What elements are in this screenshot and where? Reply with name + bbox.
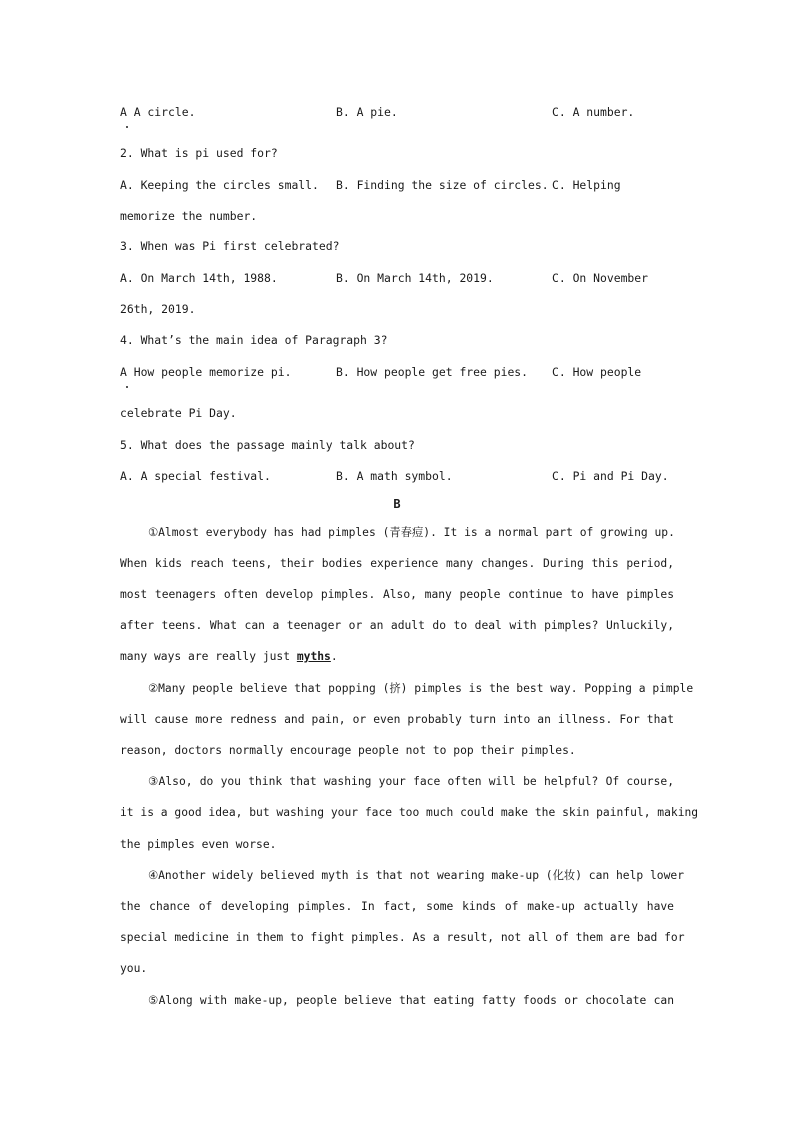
keyword-myths: myths xyxy=(296,650,331,663)
paragraph-2-line: will cause more redness and pain, or even probably turn into an illness. For that xyxy=(120,713,674,726)
paragraph-4-line: special medicine in them to fight pimples. As a result, not all of them are bad for xyxy=(120,931,685,944)
paragraph-1-line: ①Almost everybody has had pimples (青春痘). It is a normal part of growing up. xyxy=(148,526,675,539)
paragraph-5-line: ⑤Along with make-up, people believe that eating fatty foods or chocolate can xyxy=(148,994,674,1007)
q3-option-a: A. On March 14th, 1988. xyxy=(120,271,278,285)
q1-option-c: C. A number. xyxy=(552,105,635,119)
paragraph-1-last-suffix: . xyxy=(330,650,338,663)
q3-option-c: C. On November xyxy=(552,271,649,285)
question-3-text: 3. When was Pi first celebrated? xyxy=(120,239,340,253)
paragraph-1-line: after teens. What can a teenager or an adult do to deal with pimples? Unluckily, xyxy=(120,619,674,632)
paragraph-2-line: reason, doctors normally encourage people not to pop their pimples. xyxy=(120,744,576,757)
question-3-continuation: 26th, 2019. xyxy=(120,302,196,316)
paragraph-1-last-line xyxy=(120,651,674,662)
q5-option-a: A. A special festival. xyxy=(120,469,271,483)
section-b-heading: B xyxy=(393,497,401,511)
paragraph-2-line: ②Many people believe that popping (挤) pimples is the best way. Popping a pimple xyxy=(148,682,694,695)
question-5-text: 5. What does the passage mainly talk about? xyxy=(120,438,415,452)
q2-option-c: C. Helping xyxy=(552,178,621,192)
paragraph-3-line: the pimples even worse. xyxy=(120,838,277,851)
paragraph-1-line: When kids reach teens, their bodies experience many changes. During this period, xyxy=(120,557,674,570)
paragraph-1-last-prefix: many ways are really just xyxy=(120,650,297,663)
paragraph-3-line: it is a good idea, but washing your face too much could make the skin painful, making xyxy=(120,806,699,819)
q2-option-a: A. Keeping the circles small. xyxy=(120,178,319,192)
q5-option-b: B. A math symbol. xyxy=(336,469,453,483)
paragraph-3-line: ③Also, do you think that washing your face often will be helpful? Of course, xyxy=(148,775,674,788)
question-2-text: 2. What is pi used for? xyxy=(120,146,278,160)
question-4-text: 4. What’s the main idea of Paragraph 3? xyxy=(120,333,388,347)
paragraph-4-line: you. xyxy=(120,962,148,975)
q1-option-b: B. A pie. xyxy=(336,105,398,119)
q1-option-a: A A circle. xyxy=(120,105,196,119)
paragraph-4-line: the chance of developing pimples. In fact, some kinds of make-up actually have xyxy=(120,900,674,913)
paragraph-1-line: most teenagers often develop pimples. Also, many people continue to have pimples xyxy=(120,588,674,601)
q2-option-b: B. Finding the size of circles. xyxy=(336,178,549,192)
q3-option-b: B. On March 14th, 2019. xyxy=(336,271,494,285)
question-4-continuation: celebrate Pi Day. xyxy=(120,406,237,420)
stray-dot-mark xyxy=(126,386,128,388)
question-2-continuation: memorize the number. xyxy=(120,209,258,223)
q4-option-b: B. How people get free pies. xyxy=(336,365,529,379)
q4-option-a: A How people memorize pi. xyxy=(120,365,292,379)
q5-option-c: C. Pi and Pi Day. xyxy=(552,469,669,483)
q4-option-c: C. How people xyxy=(552,365,642,379)
stray-dot-mark xyxy=(126,126,128,128)
paragraph-4-line: ④Another widely believed myth is that not wearing make-up (化妆) can help lower xyxy=(148,869,685,882)
